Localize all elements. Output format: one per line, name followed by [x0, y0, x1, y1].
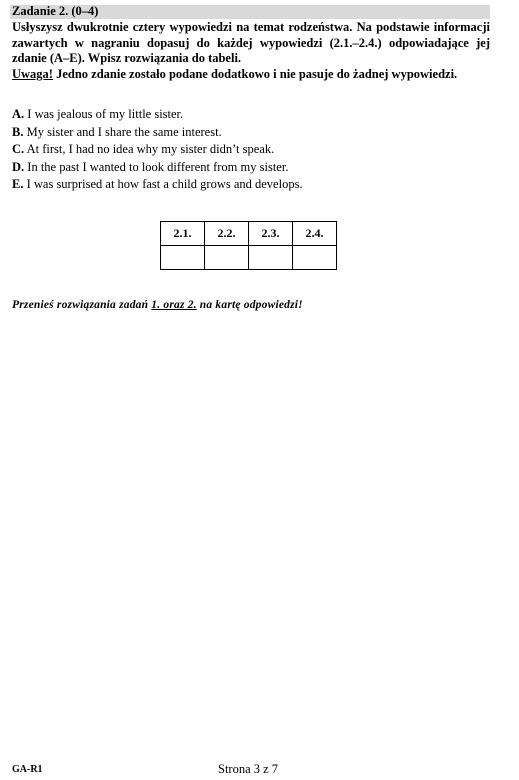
option-text: At first, I had no idea why my sister didn’t speak.	[24, 142, 275, 156]
page-number: Strona 3 z 7	[218, 762, 279, 776]
option-text: I was surprised at how fast a child grows and develops.	[23, 177, 303, 191]
answer-header-2-4: 2.4.	[293, 222, 337, 246]
option-letter: A.	[12, 107, 25, 121]
footer-code: GA-R1	[12, 764, 43, 775]
option-d	[12, 159, 492, 177]
answer-table	[160, 221, 337, 270]
option-letter: D.	[12, 159, 25, 174]
option-b	[12, 124, 492, 142]
note-label: Uwaga!	[12, 66, 53, 81]
answer-input-row	[161, 246, 337, 270]
option-letter: B.	[12, 124, 24, 139]
option-e	[12, 176, 492, 194]
option-text: I was jealous of my little sister.	[24, 107, 184, 121]
option-letter: C.	[12, 142, 25, 156]
answer-header-2-1: 2.1.	[161, 222, 205, 246]
option-a	[12, 106, 492, 124]
note-text: Jedno zdanie zostało podane dodatkowo i nie pasuje do żadnej wypowiedzi.	[52, 66, 458, 81]
answer-header-row	[161, 222, 337, 246]
answer-cell-2-2[interactable]	[205, 246, 249, 270]
answer-header-2-3: 2.3.	[249, 222, 293, 246]
transfer-note-part1: Przenieś rozwiązania zadań	[12, 299, 152, 311]
answer-header-2-2: 2.2.	[205, 222, 249, 246]
options-list	[12, 106, 492, 194]
answer-cell-2-1[interactable]	[161, 246, 205, 270]
option-letter: E.	[12, 177, 24, 191]
transfer-note-tasks: 1. oraz 2.	[151, 299, 197, 311]
instruction-text: Usłyszysz dwukrotnie cztery wypowiedzi na temat rodzeństwa. Na podstawie informacji zawartych w nagraniu dopasuj do każdej wypowiedzi (2.1.–2.4.) odpowiadające jej zdanie (A–E). Wpisz rozwiązania do tabeli.	[12, 20, 490, 65]
option-c	[12, 141, 492, 159]
transfer-note-part3: na kartę odpowiedzi!	[196, 299, 303, 311]
task-title: Zadanie 2. (0–4)	[12, 4, 99, 18]
answer-cell-2-3[interactable]	[249, 246, 293, 270]
option-text: My sister and I share the same interest.	[23, 124, 222, 139]
task-instructions	[12, 20, 490, 82]
transfer-note	[12, 299, 303, 311]
answer-cell-2-4[interactable]	[293, 246, 337, 270]
option-text: In the past I wanted to look different from my sister.	[24, 159, 289, 174]
